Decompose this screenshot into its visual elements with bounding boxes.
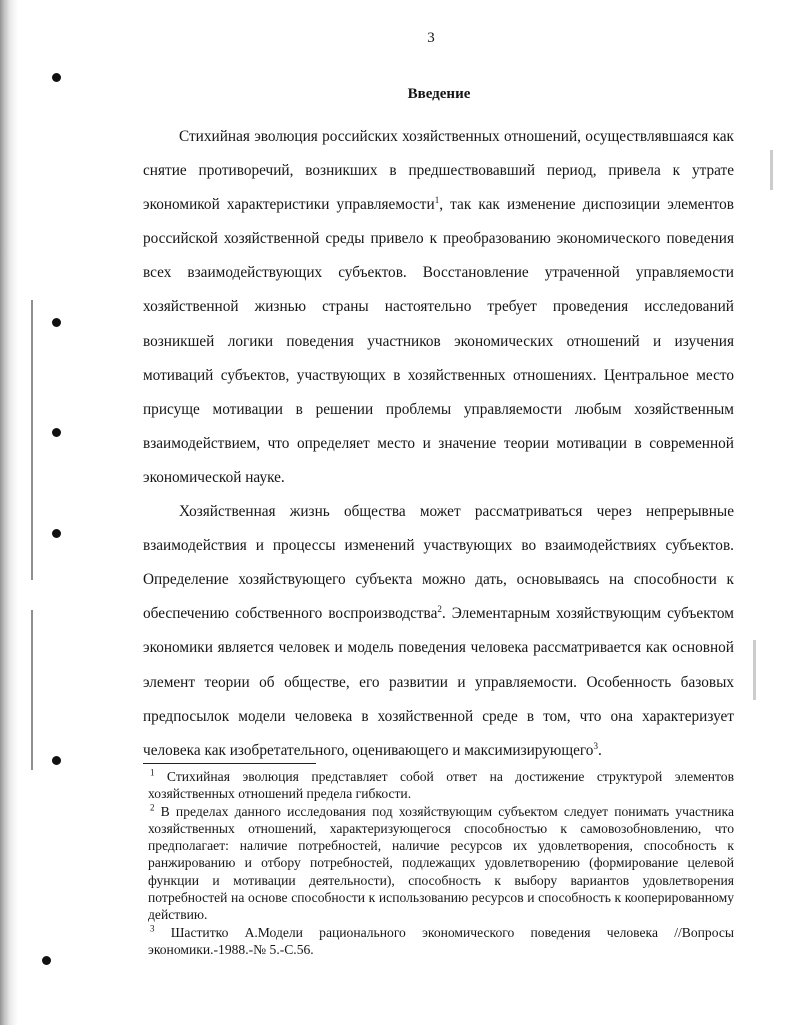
footnote [148, 924, 734, 959]
footnote-ref: 2 [437, 604, 442, 615]
binder-hole-mark [52, 529, 61, 538]
scan-right-noise [770, 150, 773, 190]
footnote-text: Стихийная эволюция представляет собой ответ на достижение структурой элементов хозяйственных отношений предела гибкости. [148, 769, 734, 802]
footnote-marker: 3 [150, 923, 155, 934]
footnote-ref: 3 [593, 740, 598, 751]
paragraph-text: Хозяйственная жизнь общества может рассматриваться через непрерывные взаимодействия и процессы изменений участвующих во взаимодействиях субъектов. Определение хозяйствующего субъекта можно дать, основываясь на способности к обеспечению собственного воспроизводства [143, 503, 734, 623]
binder-hole-mark [42, 956, 51, 965]
scan-right-noise [753, 640, 756, 700]
footnotes [148, 768, 734, 958]
footnote-separator [143, 763, 316, 764]
body-text [143, 120, 734, 768]
binder-hole-mark [52, 756, 61, 765]
footnote [148, 768, 734, 803]
paragraph-text: , так как изменение диспозиции элементов российской хозяйственной среды привело к преобразованию экономического поведения всех взаимодействующих субъектов. Восстановление утраченной управляемости хозяйственной жизнью страны настоятельно требует проведения исследований возникшей логики поведения участников экономических отношений и изучения мотиваций субъектов, участвующих в хозяйственных отношениях. Центральное место присуще мотивации в решении проблемы управляемости любым хозяйственным взаимодействием, что определяет место и значение теории мотивации в современной экономической науке. [143, 196, 734, 486]
paragraph [143, 495, 734, 768]
paragraph-text: Стихийная эволюция российских хозяйственных отношений, осуществлявшаяся как снятие противоречий, возникших в предшествовавший период, привела к утрате экономикой характеристики управляемости [143, 128, 734, 214]
binder-hole-mark [52, 428, 61, 437]
scan-left-edge [0, 0, 18, 1025]
footnote-marker: 2 [150, 802, 155, 813]
scan-edge-line [31, 300, 33, 580]
footnote-marker: 1 [150, 767, 155, 778]
footnote-ref: 1 [434, 195, 440, 206]
paragraph-text: . [597, 741, 602, 759]
scan-edge-line [31, 610, 33, 770]
footnote-text: Шаститко А.Модели рационального экономического поведения человека //Вопросы экономики.-1988.-№ 5.-С.56. [148, 924, 734, 957]
section-heading: Введение [407, 86, 471, 102]
footnote [148, 803, 734, 924]
binder-hole-mark [52, 318, 61, 327]
paragraph-text: . Элементарным хозяйствующим субъектом экономики является человек и модель поведения человека рассматривается как основной элемент теории об обществе, его развитии и управляемости. Особенность базовых предпосылок модели человека в хозяйственной среде в том, что она характеризует человека как изобретательного, оценивающего и максимизирующего [143, 605, 734, 759]
binder-hole-mark [52, 73, 61, 82]
page-number: 3 [427, 30, 435, 46]
footnote-text: В пределах данного исследования под хозяйствующим субъектом следует понимать участника хозяйственных отношений, характеризующегося способностью к самовозобновлению, что предполагает: наличие потребностей, наличие ресурсов их удовлетворения, способность к ранжированию и отбору потребностей, подлежащих удовлетворению (формирование целевой функции и мотивации деятельности), способность к выбору вариантов удовлетворения потребностей на основе способности к использованию ресурсов и способность к кооперированному действию. [148, 803, 734, 923]
paragraph [143, 120, 734, 495]
